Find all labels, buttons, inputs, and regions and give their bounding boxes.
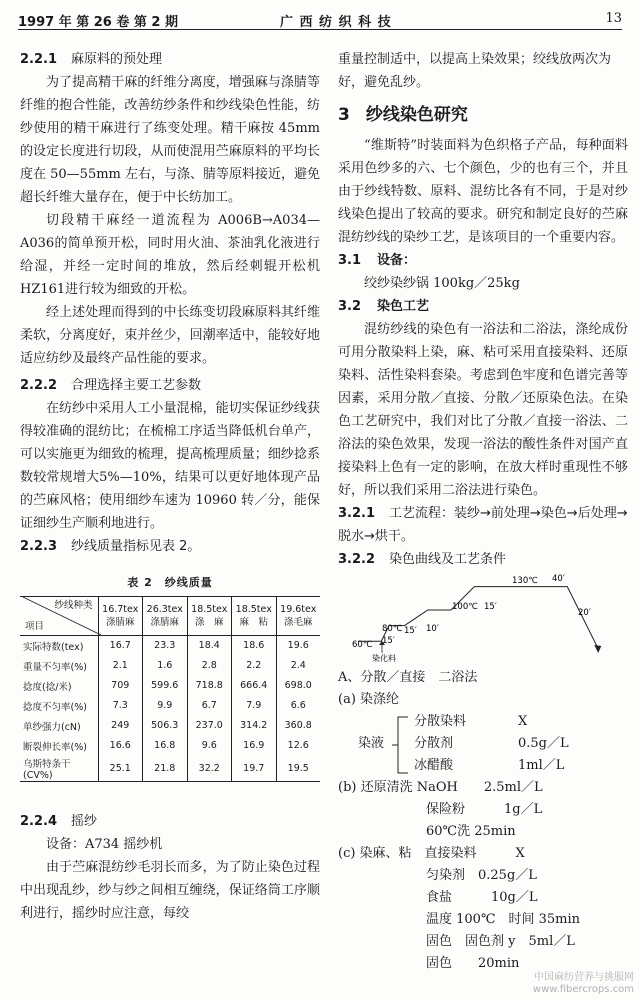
- table-row: 捻度不匀率(%) 7.3 9.9 6.7 7.9 6.6: [20, 696, 320, 716]
- section-3-1-heading: 3.1 设备：: [338, 253, 417, 268]
- section-2-2-4-para-1: 由于苎麻混纺纱毛羽长而多，为了防止染色过程中出现乱纱，纱与纱之间相互缠绕，保证络筒工序顺利进行，摇纱时应注意，每绞: [20, 859, 320, 921]
- recipe-c-line-6: 固色 20min: [426, 956, 520, 971]
- dye-item-value: 1ml／L: [518, 758, 565, 773]
- temp-60-label: 60℃: [352, 640, 373, 650]
- col-header-4: 18.5tex 麻 粘: [232, 597, 277, 636]
- recipe-c-line-3: 食盐 10g／L: [426, 890, 538, 905]
- journal-title: 广 西 纺 织 科 技: [280, 15, 392, 30]
- brace-icon: [390, 713, 410, 777]
- table-row: 重量不匀率(%) 2.1 1.6 2.8 2.2 2.4: [20, 656, 320, 676]
- corner-item: 项目: [25, 621, 45, 632]
- yarn-quality-table: [20, 596, 320, 782]
- left-column: [20, 48, 320, 925]
- section-2-2-4-equipment: 设备：A734 摇纱机: [46, 836, 163, 852]
- section-3-para-1: “维斯特”时装面料为色织格子产品，每种面料采用色纱多的六、七个颜色，少的也有三个，并且由于纱线特数、原料、混纺比各有不同，于是对纱线染色提出了较高的要求。研究和制定良好的苎麻混纺纱线的染纱工艺，是该项目的一个重要内容。: [338, 138, 628, 245]
- section-2-2-1-heading: 2.2.1 麻原料的预处理: [20, 52, 163, 67]
- section-3-1-equipment: 绞纱染纱锅 100kg／25kg: [364, 276, 520, 291]
- table-header-row: [20, 597, 320, 636]
- continued-paragraph: 重量控制适中，以提高上染效果；绞线放两次为好，避免乱纱。: [338, 52, 612, 90]
- recipe-b-line-2: 保险粉 1g／L: [426, 802, 543, 817]
- dyeing-curve-chart: [338, 571, 628, 663]
- section-3-2-1-heading: 3.2.1 工艺流程：装纱→前处理→染色→后处理→脱水→烘干。: [338, 506, 628, 544]
- dye-bath-group: [338, 711, 628, 777]
- col-header-5: 19.6tex 涤毛麻: [276, 597, 320, 636]
- time-10-label: 10′: [426, 624, 439, 634]
- col-header-3: 18.5tex 涤 麻: [187, 597, 232, 636]
- section-2-2-1-para-2: 切段精干麻经一道流程为 A006B→A034—A036的简单预开松，同时用火油、茶油乳化液进行给湿，并经一定时间的堆放，然后经刺辊开松机 HZ161进行较为细致的开松。: [20, 213, 320, 297]
- recipe-c-line-5: 固色 固色剂 y 5ml／L: [426, 934, 575, 949]
- table-row: 单纱强力(cN) 249 506.3 237.0 314.2 360.8: [20, 716, 320, 736]
- recipe-a-title: A、分散／直接 二浴法: [338, 670, 478, 685]
- dye-item-name: 冰醋酸: [414, 758, 454, 773]
- section-3-2-para-1: 混纺纱线的染色有一浴法和二浴法，涤纶成份可用分散染料上染，麻、粘可采用直接染料、还原染料、活性染料套染。考虑到色牢度和色谱完善等因素，采用分散／直接、分散／还原染色法。在染色工艺研究中，我们对比了分散／直接一浴法、二浴法的染色效果，发现一浴法的酸性条件对国产直接染料上色有一定的影响，在放大样时重现性不够好，所以我们采用二浴法进行染色。: [338, 322, 628, 498]
- right-column: [338, 48, 628, 975]
- section-3-2-heading: 3.2 染色工艺: [338, 299, 430, 314]
- section-2-2-2-para-1: 在纺纱中采用人工小量混棉，能切实保证纱线获得较准确的混纺比；在梳棉工序适当降低机台单产，可以实施更为细致的梳理，提高梳理质量；细纱捻系数较常规增大5%—10%，结果可以更好地体现产品的苎麻风格；使用细纱车速为 10960 转／分，能保证细纱生产顺利地进行。: [20, 401, 320, 531]
- journal-issue: 1997 年 第 26 卷 第 2 期: [18, 15, 178, 30]
- temp-130-label: 130℃: [512, 576, 538, 586]
- dye-bath-label: 染液: [358, 736, 385, 751]
- section-2-2-4-heading: 2.2.4 摇纱: [20, 813, 98, 829]
- temp-80-label: 80℃: [382, 624, 403, 634]
- recipe-a: [338, 667, 628, 975]
- recipe-c-line-2: 匀染剂 0.25g／L: [426, 868, 537, 883]
- corner-yarn-type: 纱线种类: [54, 600, 93, 611]
- dye-item-name: 分散剂: [414, 736, 454, 751]
- section-3-heading: 3 纱线染色研究: [338, 105, 468, 125]
- table-row: 乌斯特条干(CV%) 25.1 21.8 32.2 19.7 19.5: [20, 756, 320, 782]
- site-watermark: 中国麻纺营养与挑服网 www.fibercrops.com: [532, 972, 634, 995]
- section-2-2-3-heading: 2.2.3 纱线质量指标见表 2。: [20, 539, 201, 554]
- table-row: 实际特数(tex) 16.7 23.3 18.4 18.6 19.6: [20, 636, 320, 656]
- col-header-1: 16.7tex 涤腈麻: [98, 597, 143, 636]
- recipe-b-line-1: (b) 还原清洗 NaOH 2.5ml／L: [338, 780, 543, 795]
- dye-item-value: X: [518, 714, 528, 729]
- recipe-a-step-a: (a) 染涤纶: [338, 692, 400, 707]
- recipe-b-line-3: 60℃洗 25min: [426, 824, 516, 839]
- table-corner-cell: [20, 597, 98, 636]
- section-2-2-1-para-3: 经上述处理而得到的中长练变切段麻原料其纤维柔软，分离度好，束并丝少，回潮率适中，能较好地适应纺纱及最终产品性能的要求。: [20, 305, 320, 366]
- time-20-label: 20′: [578, 608, 591, 618]
- section-2-2-2-heading: 2.2.2 合理选择主要工艺参数: [20, 378, 202, 393]
- section-3-2-2-heading: 3.2.2 染色曲线及工艺条件: [338, 552, 507, 567]
- time-40-label: 40′: [552, 574, 565, 584]
- recipe-c-line-1: (c) 染麻、粘 直接染料 X: [338, 846, 525, 861]
- table-row: 捻度(捻/米) 709 599.6 718.8 666.4 698.0: [20, 676, 320, 696]
- time-15-label-3: 15′: [484, 602, 497, 612]
- recipe-c-line-4: 温度 100℃ 时间 35min: [426, 912, 581, 927]
- dye-item-name: 分散染料: [414, 714, 467, 729]
- col-header-2: 26.3tex 涤腈麻: [143, 597, 188, 636]
- dye-item-value: 0.5g／L: [518, 736, 569, 751]
- start-dye-label: 染化料: [372, 654, 396, 663]
- page-number: 13: [605, 11, 622, 26]
- temp-100-label: 100℃: [452, 602, 478, 612]
- running-header: [18, 8, 622, 30]
- time-15-label-2: 15′: [404, 626, 417, 636]
- table-2-caption: 表 2 纱线质量: [127, 576, 213, 589]
- time-15-label-1: 15′: [382, 636, 395, 646]
- table-row: 断裂伸长率(%) 16.6 16.8 9.6 16.9 12.6: [20, 736, 320, 756]
- section-2-2-1-para-1: 为了提高精干麻的纤维分离度，增强麻与涤腈等纤维的抱合性能，改善纺纱条件和纱线染色性能，纺纱使用的精干麻进行了练变处理。精干麻按 45mm 的设定长度进行切段，从而使混用苎麻原料的平均长度在 50—55mm 左右，与涤、腈等原料接近，避免超长纤维大量存在，便于中长纺加工。: [20, 75, 321, 205]
- dyeing-curve-end-arrow: [594, 645, 601, 653]
